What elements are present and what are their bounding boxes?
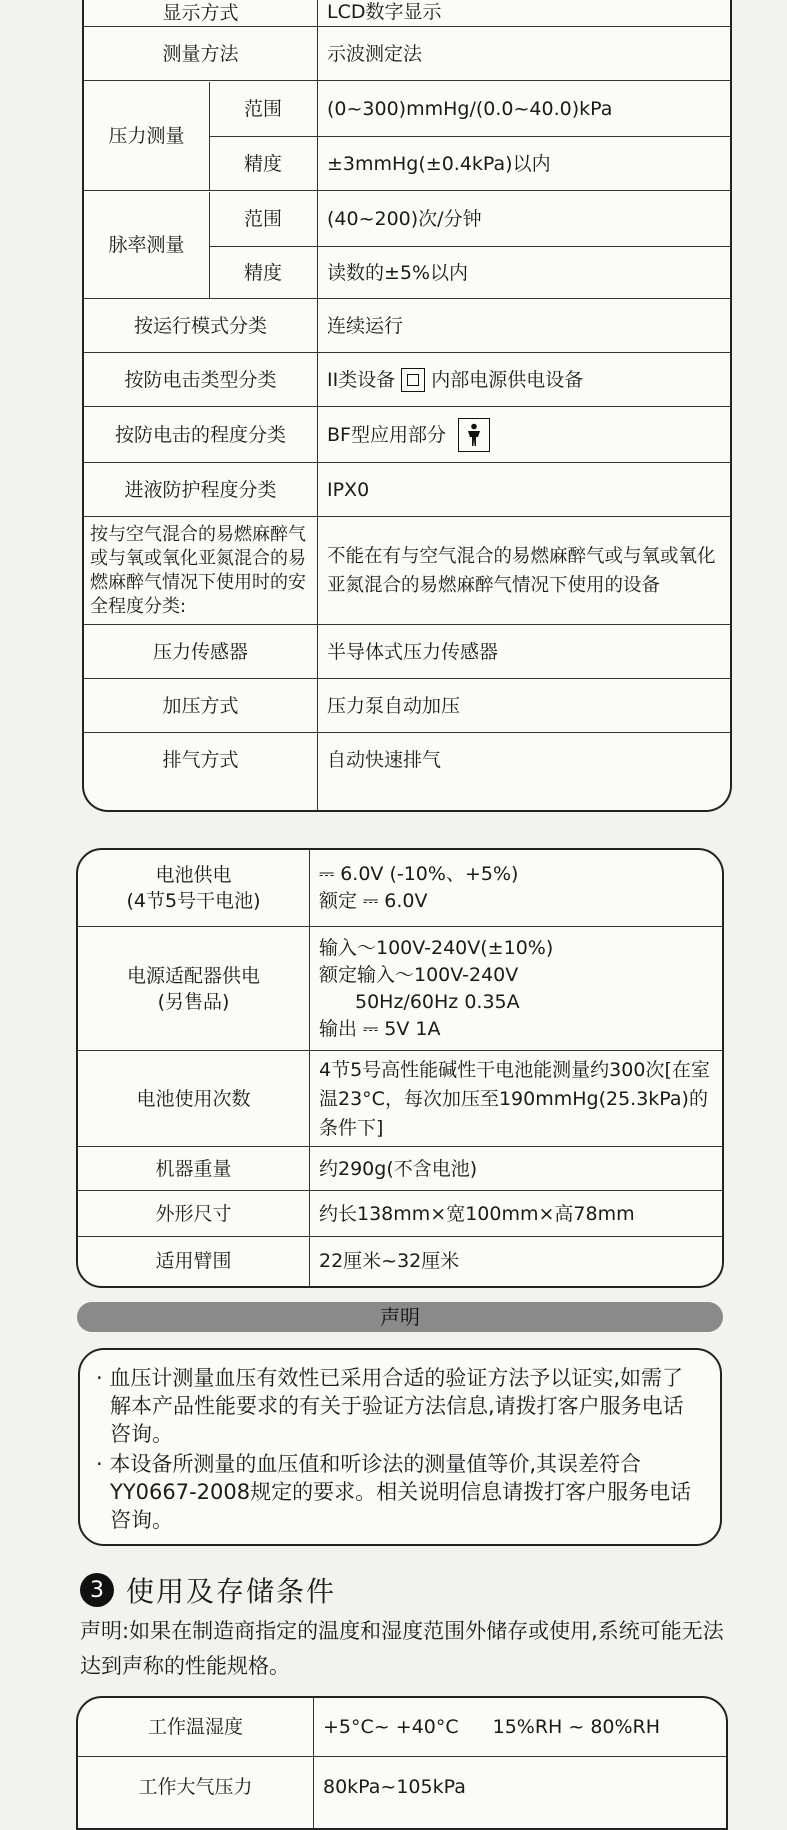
row-operation-mode bbox=[84, 300, 730, 353]
adapter-input: 输入～100V-240V(±10%) bbox=[319, 937, 554, 959]
row-label: 工作大气压力 bbox=[138, 1776, 253, 1798]
row-pressurization bbox=[84, 680, 730, 733]
row-display-mode bbox=[84, 0, 730, 27]
row-pressure-measure bbox=[84, 82, 730, 191]
row-anesthetic-safety bbox=[84, 518, 730, 625]
row-value: IPX0 bbox=[327, 478, 370, 501]
row-exhaust bbox=[84, 734, 730, 786]
adapter-output: 输出 ⎓ 5V 1A bbox=[319, 1018, 441, 1040]
row-adapter-power bbox=[78, 928, 722, 1051]
row-value: 压力泵自动加压 bbox=[327, 694, 461, 717]
row-value bbox=[313, 1698, 726, 1756]
row-value bbox=[309, 850, 722, 926]
row-label: 按防电击类型分类 bbox=[124, 369, 277, 391]
row-value: 约长138mm×宽100mm×高78mm bbox=[319, 1202, 635, 1225]
sub-label-range: 范围 bbox=[243, 98, 282, 120]
battery-sub-label: (4节5号干电池) bbox=[126, 890, 261, 912]
row-measure-method bbox=[84, 28, 730, 81]
row-label: 按与空气混合的易燃麻醉气或与氧或氧化亚氮混合的易燃麻醉气情况下使用时的安全程度分类: bbox=[90, 524, 306, 617]
battery-label: 电池供电 bbox=[155, 864, 232, 886]
row-label: 机器重量 bbox=[155, 1158, 232, 1180]
temperature-range: +5°C~ +40°C bbox=[323, 1715, 459, 1738]
section-title: 使用及存储条件 bbox=[126, 1575, 337, 1608]
sub-label-range: 范围 bbox=[243, 208, 282, 230]
battery-voltage: ⎓ 6.0V (-10%、+5%) bbox=[319, 863, 519, 885]
adapter-frequency: 50Hz/60Hz 0.35A bbox=[355, 991, 520, 1013]
bf-type-text: BF型应用部分 bbox=[327, 423, 446, 446]
section-number-icon: 3 bbox=[80, 1573, 114, 1607]
section-statement: 声明:如果在制造商指定的温度和湿度范围外储存或使用,系统可能无法达到声称的性能规格。 bbox=[80, 1619, 724, 1678]
internal-power-text: 内部电源供电设备 bbox=[431, 368, 584, 391]
row-label bbox=[78, 850, 309, 926]
row-label: 压力测量 bbox=[108, 125, 185, 147]
row-dimensions bbox=[78, 1192, 722, 1237]
pulse-range-value: (40~200)次/分钟 bbox=[327, 207, 482, 230]
row-value: 连续运行 bbox=[327, 314, 404, 337]
row-label: 压力传感器 bbox=[152, 641, 248, 663]
adapter-label: 电源适配器供电 bbox=[126, 965, 260, 987]
declaration-item bbox=[94, 1450, 698, 1534]
declaration-header bbox=[77, 1302, 723, 1332]
row-value: 不能在有与空气混合的易燃麻醉气或与氧或氧化亚氮混合的易燃麻醉气情况下使用的设备 bbox=[327, 546, 716, 596]
bf-applied-part-icon bbox=[458, 418, 490, 452]
bullet-icon: · bbox=[96, 1366, 110, 1390]
row-label: 外形尺寸 bbox=[155, 1203, 232, 1225]
declaration-box bbox=[78, 1348, 722, 1546]
row-weight bbox=[78, 1148, 722, 1191]
humidity-range: 15%RH ~ 80%RH bbox=[492, 1715, 661, 1738]
declaration-text: 本设备所测量的血压值和听诊法的测量值等价,其误差符合YY0667-2008规定的要求。相关说明信息请拨打客户服务电话咨询。 bbox=[109, 1452, 692, 1532]
row-label: 电池使用次数 bbox=[136, 1088, 251, 1110]
row-value: 自动快速排气 bbox=[327, 748, 442, 771]
row-shock-type bbox=[84, 354, 730, 407]
class-ii-text: II类设备 bbox=[327, 368, 396, 391]
row-label: 加压方式 bbox=[162, 695, 239, 717]
row-value bbox=[309, 928, 722, 1050]
row-value: 约290g(不含电池) bbox=[319, 1157, 478, 1180]
sub-label-accuracy: 精度 bbox=[243, 153, 282, 175]
row-operating-pressure bbox=[78, 1758, 726, 1816]
row-value: 半导体式压力传感器 bbox=[327, 640, 499, 663]
row-label: 进液防护程度分类 bbox=[124, 479, 277, 501]
row-label: 排气方式 bbox=[162, 749, 239, 771]
row-battery-usage bbox=[78, 1052, 722, 1147]
row-label: 适用臂围 bbox=[155, 1250, 232, 1272]
row-operating-temperature bbox=[78, 1698, 726, 1757]
pulse-accuracy-value: 读数的±5%以内 bbox=[327, 261, 469, 284]
row-value: 4节5号高性能碱性干电池能测量约300次[在室温23°C，每次加压至190mmHg(25.3kPa)的条件下] bbox=[319, 1058, 710, 1139]
spec-table-power bbox=[76, 848, 724, 1288]
row-shock-degree bbox=[84, 408, 730, 463]
adapter-rated-input: 额定输入～100V-240V bbox=[319, 964, 519, 986]
row-label: 测量方法 bbox=[162, 43, 239, 65]
row-value: 80kPa~105kPa bbox=[323, 1775, 466, 1798]
row-label: 显示方式 bbox=[162, 2, 239, 24]
row-value: 示波测定法 bbox=[327, 42, 423, 65]
row-value bbox=[317, 408, 730, 462]
declaration-item bbox=[94, 1364, 698, 1448]
declaration-text: 血压计测量血压有效性已采用合适的验证方法予以证实,如需了解本产品性能要求的有关于验证方法信息,请拨打客户服务电话咨询。 bbox=[109, 1366, 684, 1446]
row-value: 22厘米~32厘米 bbox=[319, 1249, 460, 1272]
row-label bbox=[78, 928, 309, 1050]
row-pulse-measure bbox=[84, 192, 730, 299]
row-pressure-sensor bbox=[84, 626, 730, 679]
row-battery-power bbox=[78, 850, 722, 927]
pressure-range-value: (0~300)mmHg/(0.0~40.0)kPa bbox=[327, 97, 613, 120]
row-value: LCD数字显示 bbox=[327, 1, 442, 23]
section-heading bbox=[80, 1570, 336, 1610]
sub-label-accuracy: 精度 bbox=[243, 262, 282, 284]
row-arm-circumference bbox=[78, 1238, 722, 1284]
row-label: 脉率测量 bbox=[108, 234, 185, 256]
pressure-accuracy-value: ±3mmHg(±0.4kPa)以内 bbox=[327, 152, 551, 175]
spec-table-main bbox=[82, 0, 732, 812]
spec-table-conditions bbox=[76, 1696, 728, 1830]
battery-rated: 额定 ⎓ 6.0V bbox=[319, 890, 428, 912]
row-label: 工作温湿度 bbox=[147, 1716, 243, 1738]
row-label: 按防电击的程度分类 bbox=[114, 424, 286, 446]
declaration-title: 声明 bbox=[380, 1305, 420, 1329]
row-value bbox=[317, 354, 730, 406]
bullet-icon: · bbox=[96, 1452, 110, 1476]
class-ii-icon bbox=[401, 368, 425, 392]
row-label: 按运行模式分类 bbox=[133, 315, 267, 337]
adapter-sub-label: (另售品) bbox=[157, 991, 230, 1013]
row-ingress-protection bbox=[84, 464, 730, 517]
